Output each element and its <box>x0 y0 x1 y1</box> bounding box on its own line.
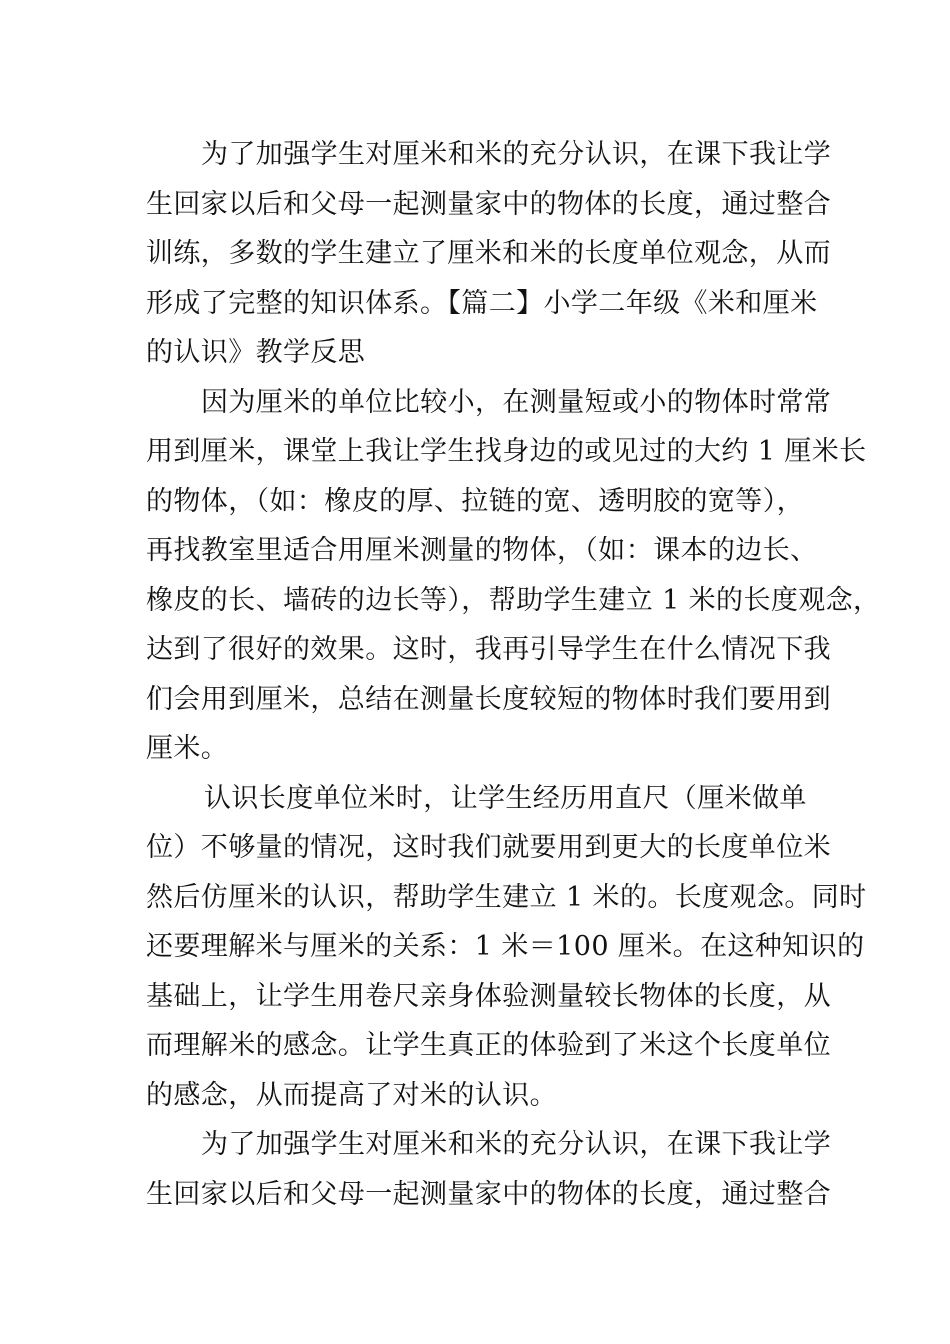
paragraph-line: 们会用到厘米，总结在测量长度较短的物体时我们要用到 <box>146 683 831 715</box>
paragraph-line: 因为厘米的单位比较小，在测量短或小的物体时常常 <box>201 386 832 418</box>
paragraph-line: 还要理解米与厘米的关系：1 米＝100 厘米。在这种知识的 <box>146 931 865 962</box>
paragraph-line: 生回家以后和父母一起测量家中的物体的长度，通过整合 <box>146 1178 831 1210</box>
paragraph-2 <box>146 378 881 774</box>
paragraph-line: 为了加强学生对厘米和米的充分认识，在课下我让学 <box>201 139 832 170</box>
paragraph-line: 形成了完整的知识体系。【篇二】小学二年级《米和厘米 <box>146 287 818 319</box>
paragraph-line: 的物体，（如：橡皮的厚、拉链的宽、透明胶的宽等）， <box>146 485 804 517</box>
paragraph-line: 训练，多数的学生建立了厘米和米的长度单位观念，从而 <box>146 238 831 269</box>
paragraph-line: 然后仿厘米的认识，帮助学生建立 1 米的。长度观念。同时 <box>146 881 867 913</box>
paragraph-line: 生回家以后和父母一起测量家中的物体的长度，通过整合 <box>146 188 831 220</box>
paragraph-line: 认识长度单位米时，让学生经历用直尺（厘米做单 <box>204 782 807 814</box>
paragraph-line: 基础上，让学生用卷尺亲身体验测量较长物体的长度，从 <box>146 980 831 1012</box>
paragraph-line: 厘米。 <box>146 733 229 764</box>
paragraph-1 <box>146 130 832 378</box>
paragraph-line: 的感念，从而提高了对米的认识。 <box>146 1079 557 1111</box>
paragraph-line: 位）不够量的情况，这时我们就要用到更大的长度单位米 <box>146 832 831 863</box>
paragraph-line: 再找教室里适合用厘米测量的物体，（如：课本的边长、 <box>146 535 818 566</box>
paragraph-line: 用到厘米，课堂上我让学生找身边的或见过的大约 1 厘米长 <box>146 436 867 467</box>
document-body <box>146 130 881 1219</box>
paragraph-3 <box>146 774 867 1121</box>
paragraph-line: 橡皮的长、墙砖的边长等），帮助学生建立 1 米的长度观念， <box>146 584 881 616</box>
paragraph-line: 而理解米的感念。让学生真正的体验到了米这个长度单位 <box>146 1030 831 1061</box>
paragraph-line: 为了加强学生对厘米和米的充分认识，在课下我让学 <box>201 1129 832 1160</box>
paragraph-line: 的认识》教学反思 <box>146 337 366 368</box>
paragraph-line: 达到了很好的效果。这时，我再引导学生在什么情况下我 <box>146 634 831 665</box>
paragraph-4 <box>146 1120 832 1219</box>
